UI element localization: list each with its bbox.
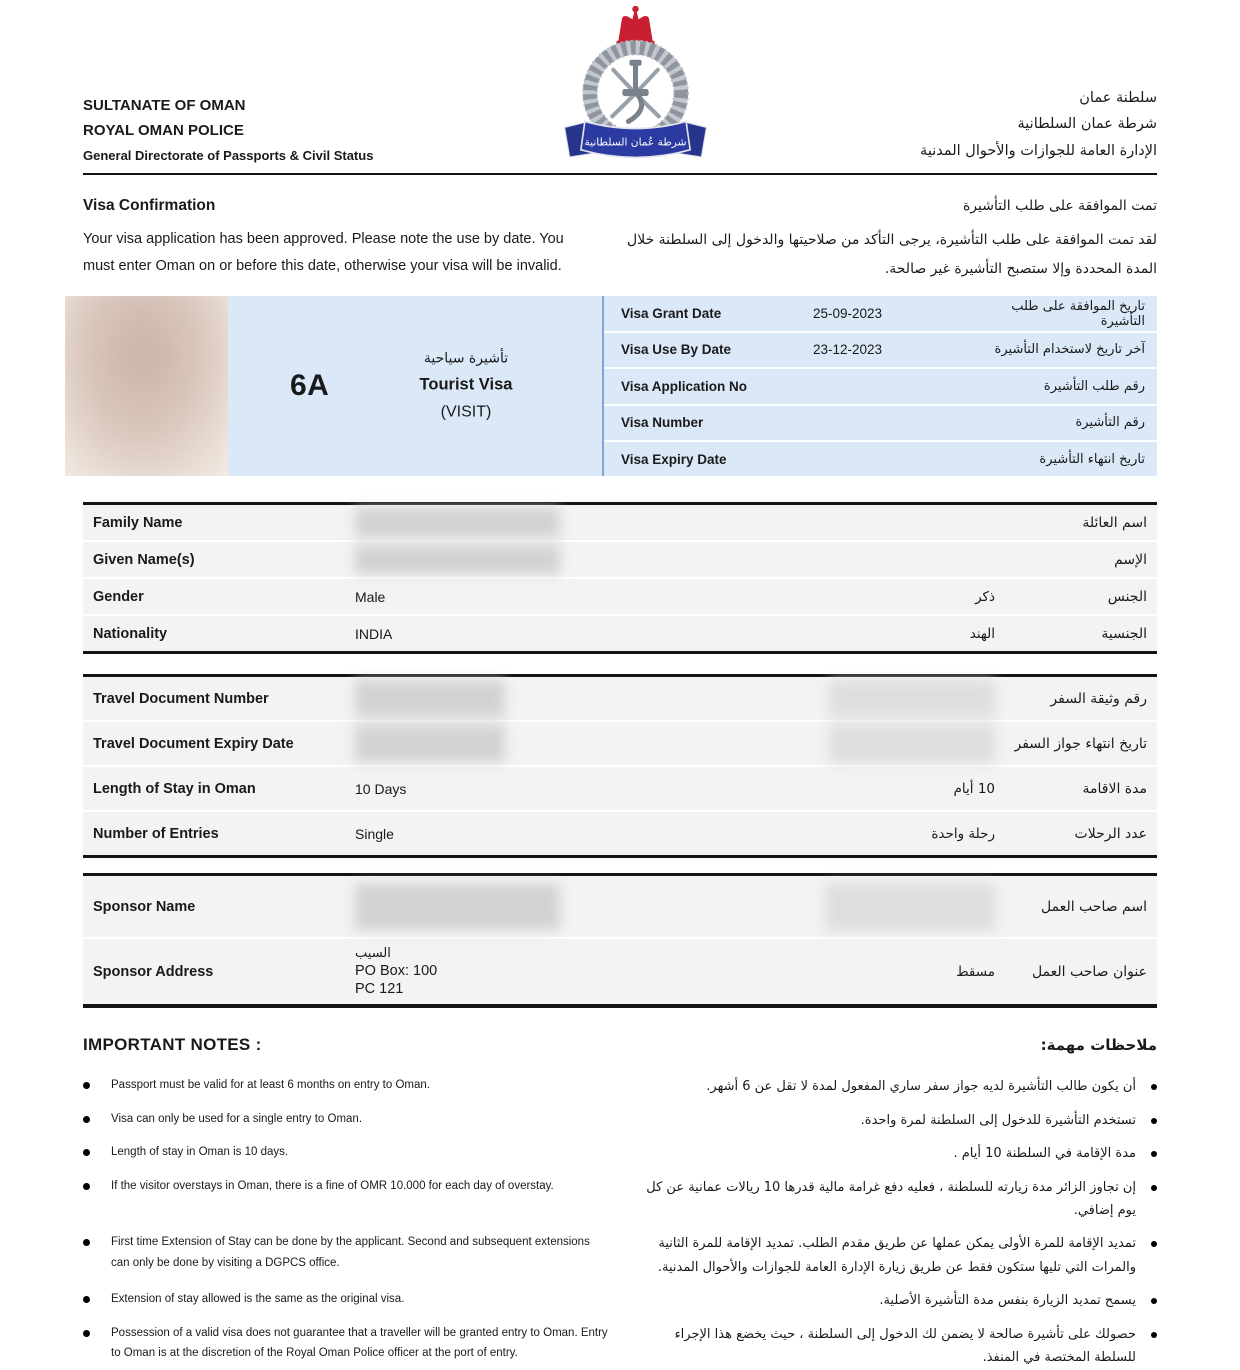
bullet-icon [1151, 1332, 1157, 1338]
personal-info-table [83, 502, 1157, 654]
visa-use-by-date-label-ar: آخر تاريخ لاستخدام التأشيرة [994, 342, 1145, 358]
redacted-value [355, 508, 560, 537]
note-row-7 [83, 1323, 1157, 1370]
sponsor-address-pc: PC 121 [355, 981, 404, 997]
bullet-icon [1151, 1151, 1157, 1157]
note-text-ar: تمديد الإقامة للمرة الأولى يمكن عملها عن طريق مقدم الطلب. تمديد الإقامة للمرة الثانية والمرات التي تليها ستكون فقط عن طريق زيارة الإدارة العامة للجوازات والأحوال المدنية. [657, 1236, 1136, 1275]
redacted-value [355, 725, 505, 762]
note-text-en: Passport must be valid for at least 6 months on entry to Oman. [111, 1079, 430, 1092]
length-of-stay-label: Length of Stay in Oman [93, 780, 256, 797]
sponsor-address-value-ar: مسقط [956, 963, 995, 980]
bullet-icon [1151, 1298, 1157, 1304]
note-ar [636, 1075, 1157, 1098]
note-text-ar: حصولك على تأشيرة صالحة لا يضمن لك الدخول إلى السلطنة ، حيث يخضع هذا الإجراء للسلطة المختصة في المنفذ. [674, 1326, 1136, 1365]
travel-doc-number-label-ar: رقم وثيقة السفر [1050, 690, 1147, 707]
nationality-label: Nationality [93, 625, 168, 642]
bullet-icon [1151, 1084, 1157, 1090]
note-ar [636, 1109, 1157, 1132]
note-row-6 [83, 1289, 1157, 1312]
sponsor-address-pobox: PO Box: 100 [355, 962, 438, 979]
note-text-en: If the visitor overstays in Oman, there is a fine of OMR 10.000 for each day of overstay. [111, 1179, 554, 1192]
number-of-entries-value: Single [355, 825, 394, 842]
note-text-ar: أن يكون طالب التأشيرة لديه جواز سفر ساري المفعول لمدة لا تقل عن 6 أشهر. [706, 1079, 1136, 1095]
note-text-ar: إن تجاوز الزائر مدة زيارته للسلطنة ، فعليه دفع غرامة مالية قدرها 10 ريالات عمانية عن كل يوم إضافي. [646, 1179, 1136, 1218]
note-en [83, 1176, 608, 1197]
sponsor-name-value-ar [825, 883, 995, 931]
visa-number-label: Visa Number [621, 415, 704, 431]
visa-number-row [604, 406, 1157, 442]
visa-class-code: 6A [290, 369, 330, 403]
bullet-icon [83, 1239, 90, 1246]
redacted-value [355, 680, 505, 717]
travel-doc-number-row [83, 677, 1157, 722]
travel-doc-expiry-label: Travel Document Expiry Date [93, 735, 294, 752]
applicant-photo [65, 296, 228, 476]
bullet-icon [83, 1183, 90, 1190]
note-en [83, 1109, 608, 1130]
note-text-en: Visa can only be used for a single entry to Oman. [111, 1112, 363, 1125]
visa-grant-date-label-ar: تاريخ الموافقة على طلب التأشيرة [1011, 298, 1145, 329]
length-of-stay-row [83, 767, 1157, 812]
family-name-value [355, 508, 825, 537]
visa-application-no-label: Visa Application No [621, 378, 748, 394]
nationality-row [83, 616, 1157, 651]
gender-row [83, 579, 1157, 616]
note-text-ar: تستخدم التأشيرة للدخول إلى السلطنة لمرة واحدة. [860, 1112, 1136, 1128]
bullet-icon [83, 1296, 90, 1303]
visa-type-en: Tourist Visa [419, 375, 513, 394]
note-row-4 [83, 1176, 1157, 1223]
given-name-row [83, 542, 1157, 579]
issuing-authority-ar [920, 85, 1157, 165]
visa-summary-card [65, 296, 1157, 476]
confirmation-title-row [83, 197, 1157, 215]
sponsor-address-value [355, 946, 825, 999]
sponsor-name-value [355, 884, 825, 930]
nationality-value: INDIA [355, 625, 393, 642]
redacted-value [355, 884, 560, 930]
visa-application-no-label-ar: رقم طلب التأشيرة [1043, 378, 1145, 394]
confirmation-body-row [83, 226, 1157, 283]
note-ar [636, 1176, 1157, 1223]
sponsor-address-label-ar: عنوان صاحب العمل [1031, 963, 1147, 980]
redacted-value [355, 545, 560, 574]
note-en [83, 1232, 608, 1273]
bullet-icon [1151, 1118, 1157, 1124]
note-row-5 [83, 1232, 1157, 1279]
travel-doc-number-label: Travel Document Number [93, 690, 269, 707]
bullet-icon [83, 1082, 90, 1089]
visa-type-ar: تأشيرة سياحية [423, 350, 509, 367]
family-name-label: Family Name [93, 514, 183, 531]
sponsor-address-label: Sponsor Address [93, 963, 214, 980]
note-ar [636, 1289, 1157, 1312]
nationality-label-ar: الجنسية [1101, 625, 1147, 642]
visa-grant-date-label: Visa Grant Date [621, 306, 722, 322]
length-of-stay-value: 10 Days [355, 780, 407, 797]
country-name-ar: سلطنة عمان [1079, 89, 1157, 106]
emblem-banner-text: شرطة عُمان السلطانية [584, 135, 687, 149]
issuing-authority-en [83, 97, 373, 163]
number-of-entries-label-ar: عدد الرحلات [1074, 825, 1147, 842]
travel-doc-expiry-value-ar [825, 725, 995, 763]
given-name-label-ar: الإسم [1114, 551, 1147, 568]
visa-grant-date-row [604, 296, 1157, 332]
travel-doc-expiry-label-ar: تاريخ انتهاء جواز السفر [1014, 735, 1147, 752]
visa-number-label-ar: رقم التأشيرة [1075, 415, 1145, 431]
visa-type-block [366, 351, 566, 422]
directorate-name-ar: الإدارة العامة للجوازات والأحوال المدنية [920, 143, 1157, 160]
nationality-value-ar: الهند [969, 625, 995, 642]
page-title-ar: تمت الموافقة على طلب التأشيرة [962, 198, 1157, 214]
bullet-icon [83, 1149, 90, 1156]
note-text-en: Extension of stay allowed is the same as the original visa. [111, 1293, 405, 1306]
sponsor-name-label-ar: اسم صاحب العمل [1041, 898, 1147, 915]
note-text-en: Possession of a valid visa does not guarantee that a traveller will be granted entry to Oman. Entry to Oman is at the discretion of the Royal Oman Police officer at the port of entry. [111, 1326, 608, 1360]
note-row-1 [83, 1075, 1157, 1098]
confirmation-text-en: Your visa application has been approved. Please note the use by date. You must enter Oman on or before this date, otherwise your visa will be invalid. [83, 231, 564, 274]
visa-details-panel [604, 296, 1157, 476]
confirmation-text-ar: لقد تمت الموافقة على طلب التأشيرة، يرجى التأكد من صلاحيتها والدخول إلى السلطنة خلال المدة المحددة وإلا ستصبح التأشيرة غير صالحة. [627, 232, 1157, 277]
given-name-label: Given Name(s) [93, 551, 195, 568]
note-row-3 [83, 1142, 1157, 1165]
gender-label-ar: الجنس [1107, 588, 1147, 605]
police-name: ROYAL OMAN POLICE [83, 122, 244, 139]
visa-expiry-date-label: Visa Expiry Date [621, 451, 727, 467]
page-title: Visa Confirmation [83, 197, 216, 214]
visa-expiry-date-label-ar: تاريخ انتهاء التأشيرة [1039, 451, 1145, 467]
number-of-entries-label: Number of Entries [93, 825, 219, 842]
directorate-name: General Directorate of Passports & Civil Status [83, 148, 374, 163]
visa-application-no-row [604, 369, 1157, 405]
visa-expiry-date-row [604, 442, 1157, 476]
note-ar [636, 1232, 1157, 1279]
redacted-value [825, 883, 995, 931]
document-header [83, 0, 1157, 175]
family-name-label-ar: اسم العائلة [1082, 514, 1147, 531]
visa-use-by-date-value: 23-12-2023 [813, 342, 883, 358]
note-ar [636, 1142, 1157, 1165]
visa-grant-date-value: 25-09-2023 [813, 306, 883, 322]
visa-use-by-date-label: Visa Use By Date [621, 342, 732, 358]
sponsor-name-label: Sponsor Name [93, 898, 196, 915]
note-text-en: Length of stay in Oman is 10 days. [111, 1146, 289, 1159]
length-of-stay-value-ar: 10 أيام [953, 780, 995, 797]
length-of-stay-label-ar: مدة الاقامة [1082, 780, 1147, 797]
notes-title-ar: ملاحظات مهمة: [1040, 1036, 1157, 1055]
sponsor-address-lines [355, 946, 437, 999]
travel-doc-number-value-ar [825, 680, 995, 718]
sponsor-address-row [83, 939, 1157, 1004]
bullet-icon [83, 1116, 90, 1123]
note-text-ar: مدة الإقامة في السلطنة 10 أيام . [953, 1146, 1136, 1162]
number-of-entries-value-ar: رحلة واحدة [931, 825, 995, 842]
applicant-photo-blur [65, 296, 228, 476]
notes-title: IMPORTANT NOTES : [83, 1035, 262, 1055]
visa-type-sub: (VISIT) [440, 403, 492, 421]
note-en [83, 1323, 608, 1364]
sponsor-table [83, 873, 1157, 1008]
country-name: SULTANATE OF OMAN [83, 97, 246, 114]
notes-header [83, 1035, 1157, 1055]
redacted-value [829, 680, 995, 718]
bullet-icon [1151, 1185, 1157, 1191]
note-text-ar: يسمح تمديد الزيارة بنفس مدة التأشيرة الأصلية. [879, 1293, 1136, 1309]
visa-type-panel [228, 296, 602, 476]
gender-value: Male [355, 588, 386, 605]
note-ar [636, 1323, 1157, 1370]
police-name-ar: شرطة عمان السلطانية [1017, 116, 1157, 133]
emblem-ribbon [565, 121, 707, 157]
note-en [83, 1142, 608, 1163]
number-of-entries-row [83, 812, 1157, 855]
gender-label: Gender [93, 588, 144, 605]
note-text-en: First time Extension of Stay can be done by the applicant. Second and subsequent extensions can only be done by visiting a DGPCS office. [111, 1236, 590, 1270]
note-en [83, 1075, 608, 1096]
sponsor-name-row [83, 876, 1157, 939]
note-en [83, 1289, 608, 1310]
given-name-value [355, 545, 825, 574]
travel-document-table [83, 674, 1157, 858]
royal-oman-police-emblem-icon [553, 3, 718, 167]
bullet-icon [83, 1330, 90, 1337]
travel-doc-expiry-row [83, 722, 1157, 767]
family-name-row [83, 505, 1157, 542]
visa-use-by-date-row [604, 333, 1157, 369]
redacted-value [829, 725, 995, 763]
gender-value-ar: ذكر [975, 588, 995, 605]
note-row-2 [83, 1109, 1157, 1132]
sponsor-address-city-ar: السيب [355, 945, 391, 961]
travel-doc-number-value [355, 680, 825, 717]
bullet-icon [1151, 1241, 1157, 1247]
travel-doc-expiry-value [355, 725, 825, 762]
